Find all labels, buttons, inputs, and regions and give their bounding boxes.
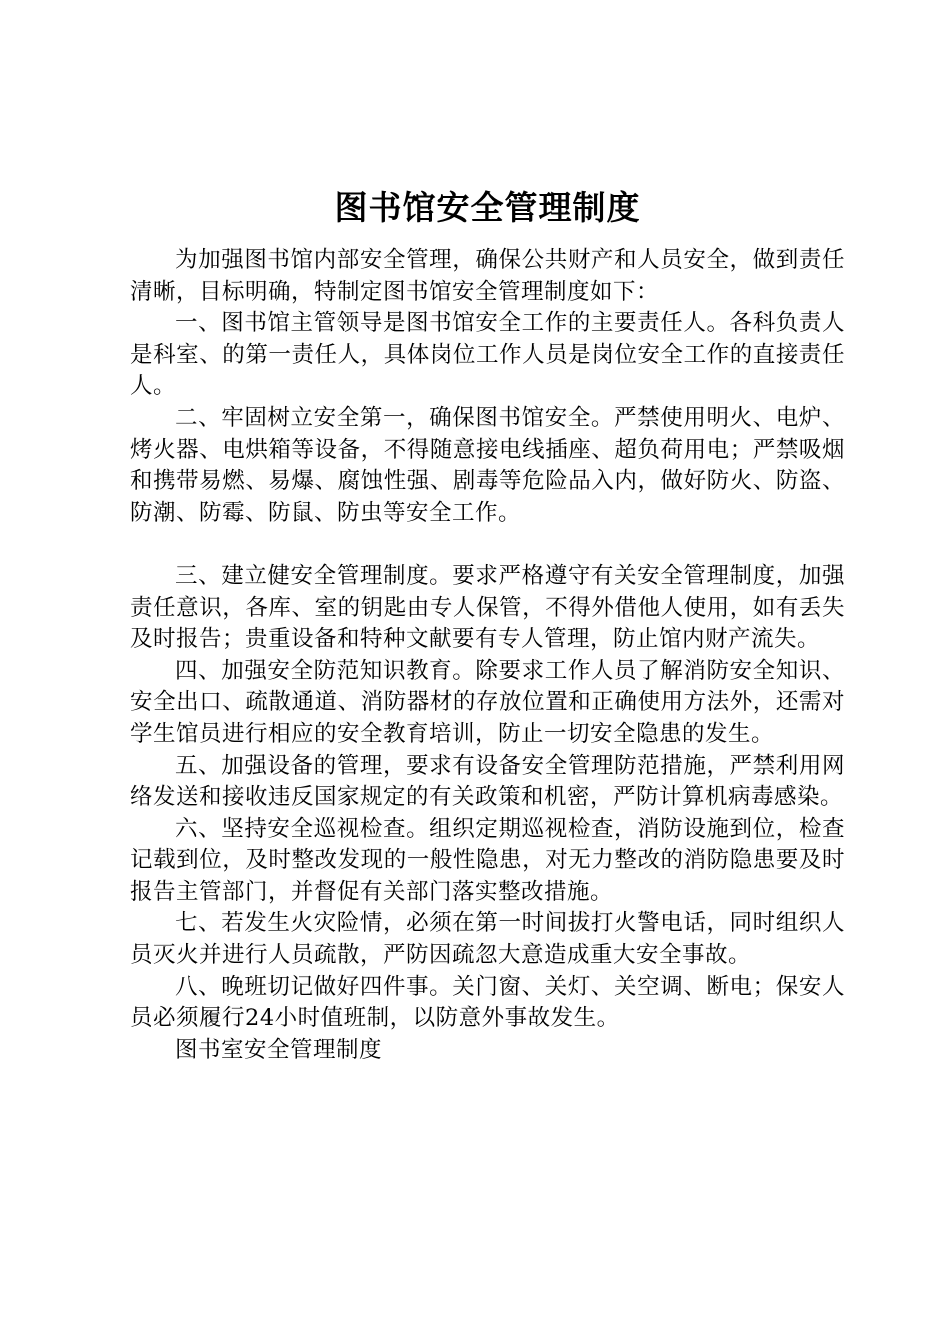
clause-2: 二、牢固树立安全第一，确保图书馆安全。严禁使用明火、电炉、烤火器、电烘箱等设备，不得随意接电线插座、超负荷用电；严禁吸烟和携带易燃、易爆、腐蚀性强、剧毒等危险品入内，做好防火、防盗、防潮、防霉、防鼠、防虫等安全工作。 (130, 404, 845, 526)
clause-6: 六、坚持安全巡视检查。组织定期巡视检查，消防设施到位，检查记载到位，及时整改发现的一般性隐患，对无力整改的消防隐患要及时报告主管部门，并督促有关部门落实整改措施。 (130, 815, 845, 905)
clause-5: 五、加强设备的管理，要求有设备安全管理防范措施，严禁利用网络发送和接收违反国家规定的有关政策和机密，严防计算机病毒感染。 (130, 752, 845, 811)
clause-7: 七、若发生火灾险情，必须在第一时间拔打火警电话，同时组织人员灭火并进行人员疏散，严防因疏忽大意造成重大安全事故。 (130, 910, 845, 969)
clause-4: 四、加强安全防范知识教育。除要求工作人员了解消防安全知识、安全出口、疏散通道、消防器材的存放位置和正确使用方法外，还需对学生馆员进行相应的安全教育培训，防止一切安全隐患的发生。 (130, 657, 845, 747)
clause-1: 一、图书馆主管领导是图书馆安全工作的主要责任人。各科负责人是科室、的第一责任人，具体岗位工作人员是岗位安全工作的直接责任人。 (130, 310, 845, 400)
next-section-heading: 图书室安全管理制度 (175, 1036, 383, 1063)
document-page (130, 182, 845, 1066)
blank-line (130, 529, 845, 561)
clause-8: 八、晚班切记做好四件事。关门窗、关灯、关空调、断电；保安人员必须履行24小时值班制，以防意外事故发生。 (130, 973, 845, 1032)
document-title: 图书馆安全管理制度 (334, 188, 641, 227)
intro-paragraph: 为加强图书馆内部安全管理，确保公共财产和人员安全，做到责任清晰，目标明确，特制定图书馆安全管理制度如下： (130, 247, 845, 305)
clause-3: 三、建立健安全管理制度。要求严格遵守有关安全管理制度，加强责任意识，各库、室的钥匙由专人保管，不得外借他人使用，如有丢失及时报告；贵重设备和特种文献要有专人管理，防止馆内财产流失。 (130, 562, 845, 653)
